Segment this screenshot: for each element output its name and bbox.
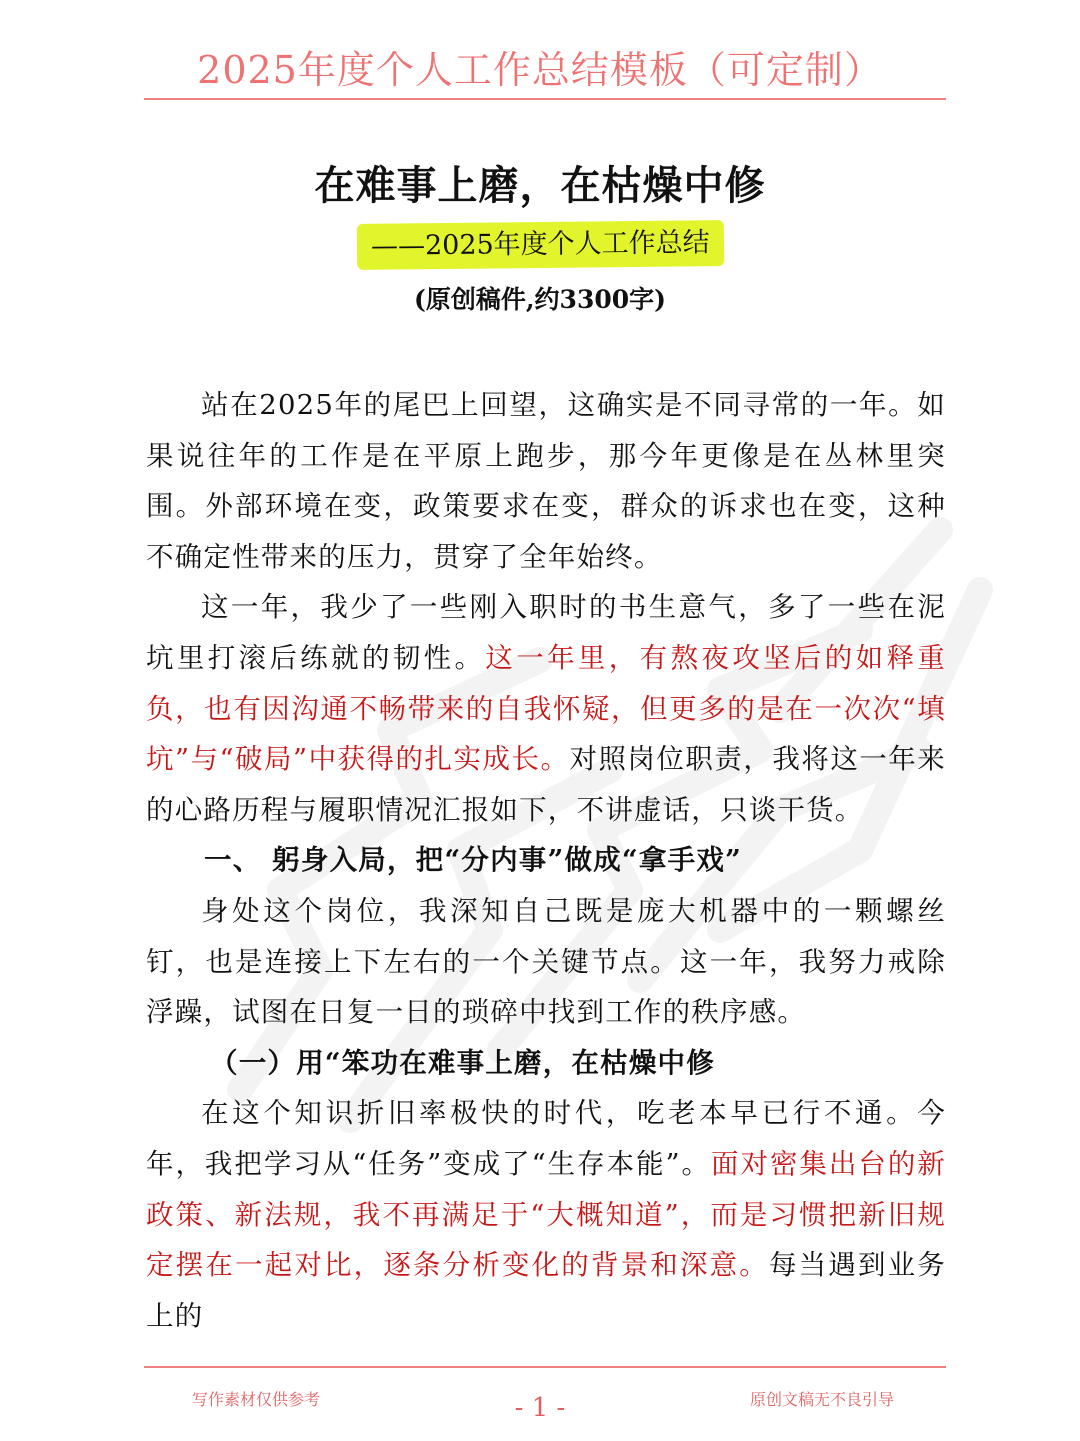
document-subtitle: ——2025年度个人工作总结 [356,220,723,270]
paragraph-lead: 这一年，我少了一些刚入职时的书生意气，多了一些在泥坑里打滚后练就的韧性。 [146,591,946,674]
section-heading: 一、 躬身入局，把“分内事”做成“拿手戏” [204,844,743,877]
paragraph-intro: 站在2025年的尾巴上回望，这确实是不同寻常的一年。如果说往年的工作是在平原上跑步，那今年更像是在丛林里突围。外部环境在变，政策要求在变，群众的诉求也在变，这种不确定性带来的压力，贯穿了全年始终。 [146,389,946,573]
footer-rule [144,1366,946,1368]
document-note: (原创稿件,约3300字) [414,285,666,314]
footer-left-note: 写作素材仅供参考 [192,1390,321,1409]
header-rule [144,98,946,100]
paragraph-tail: 每当遇到业务上的 [146,1249,946,1332]
emphasis-text: 面对密集出台的新政策、新法规，我不再满足于“大概知道”，而是习惯把新旧规定摆在一起对比，逐条分析变化的背景和深意。 [146,1147,946,1282]
paragraph-role: 身处这个岗位，我深知自己既是庞大机器中的一颗螺丝钉，也是连接上下左右的一个关键节点。这一年，我努力戒除浮躁，试图在日复一日的琐碎中找到工作的秩序感。 [146,894,946,1029]
subsection-heading: （一）用“笨功在难事上磨，在枯燥中修 [210,1046,715,1079]
paragraph-reflection [146,582,946,835]
paragraph-lead: 在这个知识折旧率极快的时代，吃老本早已行不通。今年，我把学习从“任务”变成了“生存本能”。 [146,1097,946,1180]
document-title: 在难事上磨，在枯燥中修 [314,162,766,209]
header-title: 2025年度个人工作总结模板（可定制） [197,48,883,92]
footer-right-note: 原创文稿无不良引导 [749,1390,894,1409]
emphasis-text: 这一年里，有熬夜攻坚后的如释重负，也有因沟通不畅带来的自我怀疑，但更多的是在一次次“填坑”与“破局”中获得的扎实成长。 [146,641,947,776]
document-body [146,380,946,1341]
paragraph-tail: 对照岗位职责，我将这一年来的心路历程与履职情况汇报如下，不讲虚话，只谈干货。 [146,743,946,826]
paragraph-learning [146,1088,946,1341]
page-number: - 1 - [514,1393,566,1423]
